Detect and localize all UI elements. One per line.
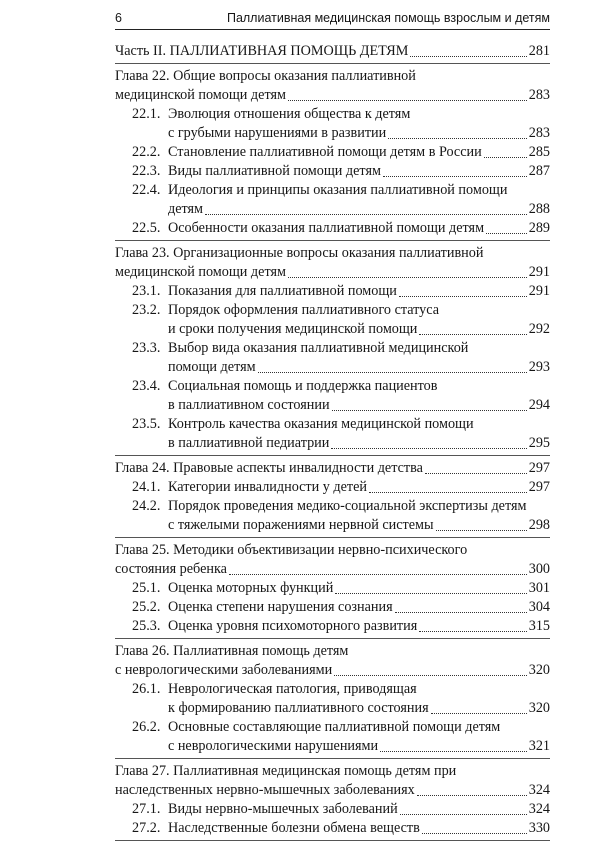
section-text: Идеология и принципы оказания паллиативной помощи bbox=[168, 182, 508, 198]
chapter-page: 320 bbox=[528, 662, 550, 678]
section-entry[interactable] bbox=[115, 497, 550, 535]
section-entry[interactable] bbox=[115, 598, 550, 617]
section-text: Оценка степени нарушения сознания bbox=[168, 599, 393, 615]
chapter-block bbox=[115, 639, 550, 759]
section-last-line bbox=[168, 819, 550, 838]
section-number: 24.1. bbox=[132, 479, 161, 495]
section-text: Виды нервно-мышечных заболеваний bbox=[168, 801, 398, 817]
dot-leader bbox=[383, 176, 527, 177]
section-text: Неврологическая патология, приводящая bbox=[168, 681, 417, 697]
section-last-line bbox=[168, 737, 550, 756]
part-entry[interactable] bbox=[115, 40, 550, 64]
section-number: 25.1. bbox=[132, 580, 161, 596]
dot-leader bbox=[229, 574, 527, 575]
section-page: 315 bbox=[528, 618, 550, 634]
section-last-line bbox=[168, 617, 550, 636]
dot-leader bbox=[399, 296, 527, 297]
section-last-line bbox=[168, 579, 550, 598]
section-number: 24.2. bbox=[132, 498, 161, 514]
section-last-line bbox=[168, 699, 550, 718]
section-number: 22.1. bbox=[132, 106, 161, 122]
dot-leader bbox=[369, 492, 527, 493]
dot-leader bbox=[288, 277, 527, 278]
section-number: 23.1. bbox=[132, 283, 161, 299]
section-number: 22.5. bbox=[132, 220, 161, 236]
section-text: с неврологическими нарушениями bbox=[168, 738, 379, 754]
section-text: и сроки получения медицинской помощи bbox=[168, 321, 418, 337]
running-header bbox=[115, 7, 550, 30]
dot-leader bbox=[331, 448, 526, 449]
section-text: Особенности оказания паллиативной помощи детям bbox=[168, 220, 485, 236]
section-text: с грубыми нарушениями в развитии bbox=[168, 125, 387, 141]
section-number: 26.2. bbox=[132, 719, 161, 735]
section-text: Эволюция отношения общества к детям bbox=[168, 106, 411, 122]
section-entry[interactable] bbox=[115, 478, 550, 497]
section-number: 27.2. bbox=[132, 820, 161, 836]
dot-leader bbox=[484, 157, 527, 158]
section-text: Выбор вида оказания паллиативной медицинской bbox=[168, 340, 469, 356]
chapter-page: 297 bbox=[528, 460, 550, 476]
chapter-last-line bbox=[115, 86, 550, 105]
section-last-line bbox=[168, 396, 550, 415]
chapter-text: с неврологическими заболеваниями bbox=[115, 662, 333, 678]
section-page: 285 bbox=[528, 144, 550, 160]
section-page: 297 bbox=[528, 479, 550, 495]
section-entry[interactable] bbox=[115, 617, 550, 636]
chapter-text: Глава 27. Паллиативная медицинская помощь детям при bbox=[115, 763, 457, 779]
chapter-last-line bbox=[115, 459, 550, 478]
section-text: Социальная помощь и поддержка пациентов bbox=[168, 378, 438, 394]
chapter-page: 300 bbox=[528, 561, 550, 577]
chapter-block bbox=[115, 64, 550, 241]
section-page: 292 bbox=[528, 321, 550, 337]
dot-leader bbox=[422, 833, 527, 834]
section-number: 25.3. bbox=[132, 618, 161, 634]
dot-leader bbox=[417, 795, 527, 796]
part-page: 281 bbox=[528, 43, 550, 59]
dot-leader bbox=[332, 410, 527, 411]
section-text: с тяжелыми поражениями нервной системы bbox=[168, 517, 434, 533]
section-last-line bbox=[168, 598, 550, 617]
dot-leader bbox=[334, 675, 527, 676]
chapter-page: 291 bbox=[528, 264, 550, 280]
section-page: 288 bbox=[528, 201, 550, 217]
section-number: 26.1. bbox=[132, 681, 161, 697]
dot-leader bbox=[388, 138, 527, 139]
section-last-line bbox=[168, 516, 550, 535]
section-text: Становление паллиативной помощи детям в России bbox=[168, 144, 482, 160]
section-entry[interactable] bbox=[115, 181, 550, 219]
chapter-page: 324 bbox=[528, 782, 550, 798]
dot-leader bbox=[400, 814, 527, 815]
section-text: помощи детям bbox=[168, 359, 256, 375]
chapter-last-line bbox=[115, 781, 550, 800]
section-text: в паллиативной педиатрии bbox=[168, 435, 330, 451]
section-last-line bbox=[168, 162, 550, 181]
dot-leader bbox=[395, 612, 527, 613]
section-text: детям bbox=[168, 201, 204, 217]
table-of-contents bbox=[115, 40, 550, 841]
section-entry[interactable] bbox=[115, 162, 550, 181]
section-last-line bbox=[168, 320, 550, 339]
section-page: 320 bbox=[528, 700, 550, 716]
dot-leader bbox=[380, 751, 527, 752]
section-entry[interactable] bbox=[115, 819, 550, 838]
section-last-line bbox=[168, 434, 550, 453]
section-text: в паллиативном состоянии bbox=[168, 397, 330, 413]
section-text: Оценка моторных функций bbox=[168, 580, 334, 596]
section-page: 301 bbox=[528, 580, 550, 596]
section-text: Порядок проведения медико-социальной экспертизы детям bbox=[168, 498, 527, 514]
section-page: 298 bbox=[528, 517, 550, 533]
section-text: Основные составляющие паллиативной помощи детям bbox=[168, 719, 501, 735]
section-page: 287 bbox=[528, 163, 550, 179]
section-entry[interactable] bbox=[115, 800, 550, 819]
dot-leader bbox=[335, 593, 526, 594]
section-page: 304 bbox=[528, 599, 550, 615]
section-entry[interactable] bbox=[115, 143, 550, 162]
chapter-text: Глава 25. Методики объективизации нервно-психического bbox=[115, 542, 468, 558]
section-text: Показания для паллиативной помощи bbox=[168, 283, 397, 299]
chapter-page: 283 bbox=[528, 87, 550, 103]
section-text: Категории инвалидности у детей bbox=[168, 479, 368, 495]
chapter-text: Глава 22. Общие вопросы оказания паллиативной bbox=[115, 68, 416, 84]
running-title: Паллиативная медицинская помощь взрослым и детям bbox=[226, 11, 550, 25]
section-entry[interactable] bbox=[115, 282, 550, 301]
section-number: 22.4. bbox=[132, 182, 161, 198]
dot-leader bbox=[431, 713, 527, 714]
chapter-block bbox=[115, 538, 550, 639]
chapter-text: медицинской помощи детям bbox=[115, 264, 286, 280]
chapter-block bbox=[115, 759, 550, 841]
chapter-entry[interactable] bbox=[115, 541, 550, 579]
dot-leader bbox=[410, 56, 526, 57]
dot-leader bbox=[419, 631, 526, 632]
section-page: 330 bbox=[528, 820, 550, 836]
section-page: 294 bbox=[528, 397, 550, 413]
dot-leader bbox=[486, 233, 527, 234]
section-page: 293 bbox=[528, 359, 550, 375]
section-number: 23.5. bbox=[132, 416, 161, 432]
section-last-line bbox=[168, 358, 550, 377]
dot-leader bbox=[425, 473, 527, 474]
section-number: 22.3. bbox=[132, 163, 161, 179]
section-page: 321 bbox=[528, 738, 550, 754]
section-last-line bbox=[168, 143, 550, 162]
section-entry[interactable] bbox=[115, 718, 550, 756]
section-last-line bbox=[168, 219, 550, 238]
section-text: Виды паллиативной помощи детям bbox=[168, 163, 381, 179]
section-entry[interactable] bbox=[115, 680, 550, 718]
section-text: Порядок оформления паллиативного статуса bbox=[168, 302, 440, 318]
section-last-line bbox=[168, 200, 550, 219]
section-number: 22.2. bbox=[132, 144, 161, 160]
section-last-line bbox=[168, 282, 550, 301]
chapter-text: Глава 26. Паллиативная помощь детям bbox=[115, 643, 349, 659]
chapter-text: Глава 24. Правовые аспекты инвалидности детства bbox=[115, 460, 423, 476]
chapter-text: медицинской помощи детям bbox=[115, 87, 286, 103]
chapter-text: состояния ребенка bbox=[115, 561, 227, 577]
dot-leader bbox=[288, 100, 527, 101]
section-page: 289 bbox=[528, 220, 550, 236]
chapter-text: наследственных нервно-мышечных заболеваниях bbox=[115, 782, 415, 798]
section-page: 291 bbox=[528, 283, 550, 299]
section-text: Контроль качества оказания медицинской помощи bbox=[168, 416, 474, 432]
section-entry[interactable] bbox=[115, 301, 550, 339]
section-entry[interactable] bbox=[115, 579, 550, 598]
chapter-last-line bbox=[115, 661, 550, 680]
dot-leader bbox=[205, 214, 527, 215]
section-text: к формированию паллиативного состояния bbox=[168, 700, 429, 716]
chapter-entry[interactable] bbox=[115, 642, 550, 680]
chapter-text: Глава 23. Организационные вопросы оказания паллиативной bbox=[115, 245, 484, 261]
chapter-block bbox=[115, 241, 550, 456]
section-page: 283 bbox=[528, 125, 550, 141]
section-last-line bbox=[168, 800, 550, 819]
section-number: 25.2. bbox=[132, 599, 161, 615]
section-page: 324 bbox=[528, 801, 550, 817]
chapter-entry[interactable] bbox=[115, 67, 550, 105]
dot-leader bbox=[258, 372, 527, 373]
section-number: 23.3. bbox=[132, 340, 161, 356]
section-number: 27.1. bbox=[132, 801, 161, 817]
section-text: Наследственные болезни обмена веществ bbox=[168, 820, 420, 836]
section-text: Оценка уровня психомоторного развития bbox=[168, 618, 418, 634]
section-entry[interactable] bbox=[115, 105, 550, 143]
dot-leader bbox=[419, 334, 526, 335]
section-entry[interactable] bbox=[115, 377, 550, 415]
dot-leader bbox=[436, 530, 527, 531]
chapter-last-line bbox=[115, 263, 550, 282]
section-number: 23.4. bbox=[132, 378, 161, 394]
section-entry[interactable] bbox=[115, 219, 550, 238]
chapter-last-line bbox=[115, 560, 550, 579]
section-last-line bbox=[168, 124, 550, 143]
part-title: Часть II. ПАЛЛИАТИВНАЯ ПОМОЩЬ ДЕТЯМ bbox=[115, 43, 409, 59]
page-number: 6 bbox=[115, 11, 122, 25]
section-entry[interactable] bbox=[115, 415, 550, 453]
section-page: 295 bbox=[528, 435, 550, 451]
chapter-entry[interactable] bbox=[115, 244, 550, 282]
chapter-entry[interactable] bbox=[115, 459, 550, 478]
section-entry[interactable] bbox=[115, 339, 550, 377]
chapter-block bbox=[115, 456, 550, 538]
section-number: 23.2. bbox=[132, 302, 161, 318]
chapter-entry[interactable] bbox=[115, 762, 550, 800]
section-last-line bbox=[168, 478, 550, 497]
